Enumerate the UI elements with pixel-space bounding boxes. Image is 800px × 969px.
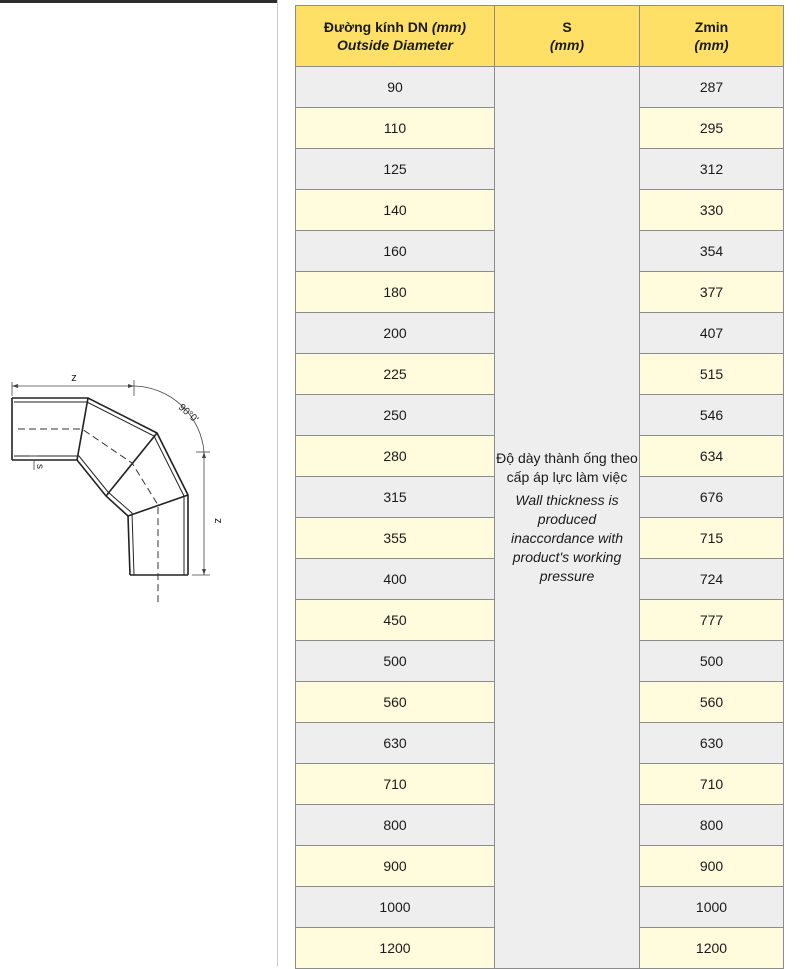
cell-zmin: 710: [640, 764, 784, 805]
table-row: [296, 67, 784, 108]
cell-dn: 630: [296, 723, 495, 764]
dimension-z-top-label: z: [71, 372, 77, 384]
header-wall-thickness: [495, 6, 640, 67]
cell-zmin: 676: [640, 477, 784, 518]
cell-dn: 180: [296, 272, 495, 313]
angle-label: 90°0': [175, 402, 201, 426]
cell-zmin: 515: [640, 354, 784, 395]
wall-note-vi: Độ dày thành ống theo cấp áp lực làm việc: [496, 450, 638, 485]
cell-zmin: 777: [640, 600, 784, 641]
cell-zmin: 724: [640, 559, 784, 600]
cell-dn: 900: [296, 846, 495, 887]
cell-dn: 90: [296, 67, 495, 108]
dimension-z-side-label: z: [212, 518, 224, 524]
cell-dn: 250: [296, 395, 495, 436]
cell-dn: 140: [296, 190, 495, 231]
cell-dn: 560: [296, 682, 495, 723]
cell-dn: 450: [296, 600, 495, 641]
cell-zmin: 900: [640, 846, 784, 887]
elbow-drawing: [0, 360, 278, 620]
cell-zmin: 715: [640, 518, 784, 559]
cell-zmin: 630: [640, 723, 784, 764]
header-zmin: [640, 6, 784, 67]
spec-table: [295, 5, 784, 969]
cell-dn: 110: [296, 108, 495, 149]
cell-zmin: 312: [640, 149, 784, 190]
elbow-inner-wall: [12, 460, 130, 575]
cell-zmin: 1000: [640, 887, 784, 928]
header-zmin-label: Zmin: [694, 19, 729, 35]
top-rule: [0, 0, 278, 3]
cell-dn: 355: [296, 518, 495, 559]
cell-zmin: 354: [640, 231, 784, 272]
header-s-unit: (mm): [549, 37, 585, 53]
elbow-outer-wall: [12, 398, 188, 575]
header-zmin-unit: (mm): [694, 37, 729, 53]
cell-zmin: 377: [640, 272, 784, 313]
header-dn-en: Outside Diameter: [337, 37, 453, 53]
header-outside-diameter: [296, 6, 495, 67]
cell-zmin: 634: [640, 436, 784, 477]
cell-dn: 280: [296, 436, 495, 477]
cell-zmin: 800: [640, 805, 784, 846]
cell-zmin: 560: [640, 682, 784, 723]
wall-note-en: Wall thickness is produced inaccordance with product's working pressure: [510, 492, 624, 584]
cell-zmin: 500: [640, 641, 784, 682]
cell-dn: 200: [296, 313, 495, 354]
wall-thickness-note: [495, 67, 640, 969]
cell-dn: 800: [296, 805, 495, 846]
cell-dn: 1000: [296, 887, 495, 928]
cell-zmin: 295: [640, 108, 784, 149]
cell-dn: 315: [296, 477, 495, 518]
cell-dn: 160: [296, 231, 495, 272]
table-header-row: [296, 6, 784, 67]
cell-dn: 125: [296, 149, 495, 190]
cell-dn: 500: [296, 641, 495, 682]
wall-thickness-label: s: [34, 464, 45, 469]
cell-zmin: 287: [640, 67, 784, 108]
cell-zmin: 1200: [640, 928, 784, 969]
cell-zmin: 330: [640, 190, 784, 231]
elbow-centerline: [18, 429, 158, 605]
cell-dn: 1200: [296, 928, 495, 969]
header-dn-vi: Đường kính DN: [323, 19, 428, 35]
header-s: S: [562, 19, 572, 35]
cell-dn: 225: [296, 354, 495, 395]
header-dn-unit: (mm): [431, 19, 467, 35]
cell-zmin: 546: [640, 395, 784, 436]
cell-dn: 400: [296, 559, 495, 600]
cell-dn: 710: [296, 764, 495, 805]
cell-zmin: 407: [640, 313, 784, 354]
